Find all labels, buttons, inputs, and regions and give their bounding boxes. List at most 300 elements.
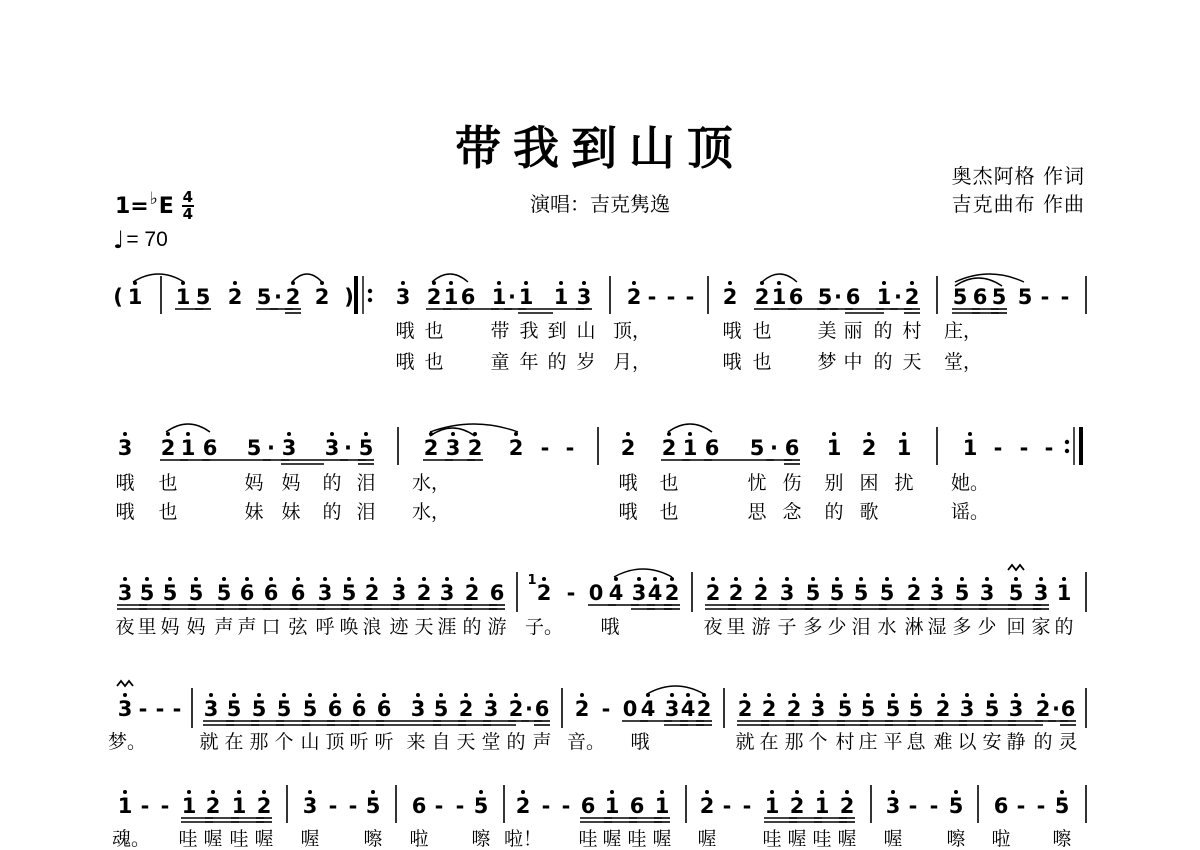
note-numeral: 2 [1035, 697, 1051, 721]
note-numeral: 2 [786, 697, 802, 721]
octave-dot-high [497, 281, 501, 285]
octave-dot-high [954, 790, 958, 794]
lyric-syllable: 水， [411, 501, 451, 523]
lyric-syllable: 的 [322, 501, 342, 523]
time-denominator: 4 [182, 205, 194, 223]
note-numeral: 4 [647, 581, 663, 605]
lyric-syllable: 忧 [747, 472, 767, 494]
note-numeral: 2 [906, 581, 922, 605]
note-numeral: 3 [631, 581, 647, 605]
dash-mark: - [647, 285, 657, 309]
lyric-syllable: 梦 [817, 351, 837, 373]
mordent-icon [117, 681, 133, 686]
octave-dot-high [123, 790, 127, 794]
lyric-syllable: 哦 [618, 501, 638, 523]
note-numeral: 6 [784, 436, 800, 460]
dotted-note-mark: · [508, 285, 516, 309]
note-numeral: 2 [696, 697, 712, 721]
lyric-syllable: 哦 [618, 472, 638, 494]
note-numeral: 1 [654, 794, 670, 818]
dash-mark: - [1040, 285, 1050, 309]
dash-mark: - [601, 697, 611, 721]
octave-dot-high [123, 577, 127, 581]
lyric-syllable: 息 [906, 731, 926, 753]
note-numeral: 5 [256, 285, 272, 309]
note-numeral: 5 [908, 697, 924, 721]
octave-dot-high [269, 577, 273, 581]
note-numeral: 5 [805, 581, 821, 605]
octave-dot-high [449, 281, 453, 285]
note-numeral: 1 [876, 285, 892, 309]
lyric-syllable: 平 [883, 731, 903, 753]
octave-dot-high [626, 432, 630, 436]
flat-icon: ♭ [149, 189, 158, 209]
note-numeral: 2 [789, 794, 805, 818]
octave-dot-high [524, 281, 528, 285]
octave-dot-high [168, 577, 172, 581]
note-numeral: 2 [256, 794, 272, 818]
lyric-syllable: 思 [747, 501, 767, 523]
note-numeral: 2 [364, 581, 380, 605]
lyric-syllable: 就 [199, 731, 219, 753]
note-numeral: 5 [433, 697, 449, 721]
lyric-syllable: 口 [261, 616, 281, 638]
lyricist-credit: 奥杰阿格 作词 [951, 164, 1085, 188]
note-numeral: 5 [216, 581, 232, 605]
note-numeral: 5 [829, 581, 845, 605]
octave-dot-high [166, 432, 170, 436]
lyric-syllable: 也 [659, 472, 679, 494]
note-numeral: 4 [640, 697, 656, 721]
lyric-syllable: 喔 [837, 828, 857, 850]
lyric-syllable: 淋 [904, 616, 924, 638]
dash-mark: - [1036, 794, 1046, 818]
lyric-syllable: 嚓 [946, 828, 966, 850]
octave-dot-high [767, 693, 771, 697]
lyric-syllable: 泪 [356, 472, 376, 494]
note-numeral: 2 [426, 285, 442, 309]
lyric-syllable: 喔 [652, 828, 672, 850]
note-numeral: 5 [226, 697, 242, 721]
lyric-syllable: 顶 [325, 731, 345, 753]
octave-dot-high [637, 577, 641, 581]
octave-dot-high [614, 577, 618, 581]
parenthesis: ( [113, 285, 123, 309]
lyric-syllable: 水 [877, 616, 897, 638]
lyric-syllable: 伤 [782, 472, 802, 494]
octave-dot-high [559, 281, 563, 285]
lyric-syllable: 自 [431, 731, 451, 753]
note-numeral: 5 [885, 697, 901, 721]
slur-arc [166, 424, 210, 432]
octave-dot-high [891, 790, 895, 794]
octave-dot-high [743, 693, 747, 697]
octave-dot-high [323, 577, 327, 581]
octave-dot-high [759, 577, 763, 581]
dash-mark: - [666, 285, 676, 309]
repeat-dot [368, 298, 372, 302]
octave-dot-high [308, 790, 312, 794]
octave-dot-high [364, 432, 368, 436]
note-numeral: 3 [483, 697, 499, 721]
octave-dot-high [397, 577, 401, 581]
note-numeral: 2 [205, 794, 221, 818]
lyric-syllable: 哇 [178, 828, 198, 850]
note-numeral: 1 [771, 285, 787, 309]
lyric-syllable: 的 [322, 472, 342, 494]
octave-dot-high [187, 790, 191, 794]
note-numeral: 3 [779, 581, 795, 605]
note-numeral: 3 [959, 697, 975, 721]
note-numeral: 5 [1008, 581, 1024, 605]
note-numeral: 2 [620, 436, 636, 460]
note-numeral: 5 [473, 794, 489, 818]
dash-mark: - [434, 794, 444, 818]
note-numeral: 2 [705, 581, 721, 605]
lyric-syllable: 嚓 [471, 828, 491, 850]
lyric-syllable: 回 [1006, 616, 1026, 638]
octave-dot-high [445, 577, 449, 581]
lyric-syllable: 天 [902, 351, 922, 373]
slur-arc [668, 424, 712, 432]
lyric-syllable: 的 [462, 616, 482, 638]
octave-dot-high [296, 577, 300, 581]
dash-mark: - [172, 697, 182, 721]
lyric-syllable: 喔 [787, 828, 807, 850]
lyric-syllable: 困 [859, 472, 879, 494]
song-title: 带我到山顶 [455, 121, 745, 175]
lyric-syllable: 那 [784, 731, 804, 753]
dash-mark: - [138, 697, 148, 721]
octave-dot-high [914, 693, 918, 697]
lyric-syllable: 子。 [524, 616, 564, 638]
lyric-syllable: 迹 [389, 616, 409, 638]
note-numeral: 6 [845, 285, 861, 309]
lyric-syllable: 啦！ [503, 828, 543, 850]
note-numeral: 2 [227, 285, 243, 309]
lyric-syllable: 个 [274, 731, 294, 753]
dash-mark: - [140, 794, 150, 818]
lyric-syllable: 弦 [288, 616, 308, 638]
octave-dot-high [835, 577, 839, 581]
lyric-syllable: 夜 [115, 616, 135, 638]
octave-dot-high [935, 577, 939, 581]
octave-dot-high [653, 577, 657, 581]
note-numeral: 6 [351, 697, 367, 721]
lyric-syllable: 丽 [843, 320, 863, 342]
lyric-syllable: 庄， [943, 320, 983, 342]
dotted-note-mark: · [1052, 697, 1060, 721]
lyric-syllable: 村 [902, 320, 922, 342]
dash-mark: - [1044, 436, 1054, 460]
dotted-note-mark: · [834, 285, 842, 309]
octave-dot-high [843, 693, 847, 697]
note-numeral: 6 [629, 794, 645, 818]
dash-mark: - [993, 436, 1003, 460]
octave-dot-high [194, 577, 198, 581]
lyric-syllable: 个 [808, 731, 828, 753]
octave-dot-high [705, 790, 709, 794]
lyric-syllable: 天 [414, 616, 434, 638]
slur-arc [432, 274, 468, 282]
octave-dot-high [542, 577, 546, 581]
octave-dot-high [123, 432, 127, 436]
note-numeral: 3 [810, 697, 826, 721]
lyric-syllable: 在 [759, 731, 779, 753]
octave-dot-high [1039, 577, 1043, 581]
note-numeral: 2 [664, 581, 680, 605]
octave-dot-high [357, 693, 361, 697]
octave-dot-high [464, 693, 468, 697]
note-numeral: 2 [416, 581, 432, 605]
composer-credit: 吉克曲布 作曲 [951, 192, 1085, 216]
note-numeral: 6 [263, 581, 279, 605]
note-numeral: 1 [231, 794, 247, 818]
dotted-note-mark: · [274, 285, 282, 309]
note-numeral: 5 [365, 794, 381, 818]
note-numeral: 3 [1033, 581, 1049, 605]
note-numeral: 4 [608, 581, 624, 605]
lyric-syllable: 妈 [281, 472, 301, 494]
octave-dot-high [1014, 693, 1018, 697]
lyric-syllable: 她。 [950, 472, 990, 494]
lyric-syllable: 也 [158, 501, 178, 523]
slur-arc [762, 274, 797, 282]
note-numeral: 1 [518, 285, 534, 309]
note-numeral: 2 [464, 581, 480, 605]
note-numeral: 2 [753, 581, 769, 605]
note-numeral: 6 [534, 697, 550, 721]
octave-dot-high [514, 693, 518, 697]
octave-dot-high [233, 281, 237, 285]
note-numeral: 2 [699, 794, 715, 818]
note-numeral: 1 [491, 285, 507, 309]
lyric-syllable: 那 [249, 731, 269, 753]
octave-dot-high [960, 577, 964, 581]
note-numeral: 6 [1060, 697, 1076, 721]
octave-dot-high [910, 281, 914, 285]
octave-dot-high [660, 790, 664, 794]
note-numeral: 1 [604, 794, 620, 818]
octave-dot-high [632, 281, 636, 285]
lyric-syllable: 喔 [602, 828, 622, 850]
note-numeral: 2 [285, 285, 301, 309]
note-numeral: 1 [180, 436, 196, 460]
lyric-syllable: 也 [659, 501, 679, 523]
lyric-syllable: 哦 [722, 351, 742, 373]
lyric-syllable: 啦 [409, 828, 429, 850]
lyric-syllable: 多 [803, 616, 823, 638]
note-numeral: 1 [117, 794, 133, 818]
octave-dot-high [885, 577, 889, 581]
octave-dot-high [514, 432, 518, 436]
octave-dot-high [580, 693, 584, 697]
octave-dot-high [734, 577, 738, 581]
note-numeral: 1 [175, 285, 191, 309]
dash-mark: - [1060, 285, 1070, 309]
note-numeral: 1 [1056, 581, 1072, 605]
note-numeral: 5 [749, 436, 765, 460]
note-numeral: 1 [181, 794, 197, 818]
note-numeral: 2 [737, 697, 753, 721]
note-numeral: 3 [117, 697, 133, 721]
slur-arc [614, 569, 672, 577]
octave-dot-high [811, 577, 815, 581]
lyric-syllable: 难 [933, 731, 953, 753]
note-numeral: 6 [460, 285, 476, 309]
note-numeral: 5 [879, 581, 895, 605]
note-numeral: 3 [439, 581, 455, 605]
lyric-syllable: 天 [456, 731, 476, 753]
lyric-syllable: 哇 [229, 828, 249, 850]
note-numeral: 3 [445, 436, 461, 460]
lyric-syllable: 喔 [697, 828, 717, 850]
lyric-syllable: 带 [490, 320, 510, 342]
slur-arc [133, 274, 184, 282]
lyric-syllable: 来 [406, 731, 426, 753]
dotted-note-mark: · [267, 436, 275, 460]
lyric-syllable: 到 [547, 320, 567, 342]
note-numeral: 1 [553, 285, 569, 309]
lyric-syllable: 哦 [115, 472, 135, 494]
lyric-syllable: 嚓 [363, 828, 383, 850]
lyric-syllable: 静 [1006, 731, 1026, 753]
octave-dot-high [891, 693, 895, 697]
octave-dot-high [479, 790, 483, 794]
note-numeral: 5 [991, 285, 1007, 309]
note-numeral: 5 [188, 581, 204, 605]
lyric-syllable: 童 [490, 351, 510, 373]
lyric-syllable: 顶， [612, 320, 652, 342]
lyric-syllable: 夜 [703, 616, 723, 638]
octave-dot-high [866, 693, 870, 697]
note-numeral: 6 [239, 581, 255, 605]
note-numeral: 3 [979, 581, 995, 605]
octave-dot-high [209, 693, 213, 697]
lyric-syllable: 呼 [315, 616, 335, 638]
lyric-syllable: 哦 [630, 731, 650, 753]
note-numeral: 5 [860, 697, 876, 721]
dash-mark: - [685, 285, 695, 309]
lyric-syllable: 里 [726, 616, 746, 638]
mordent-icon [1008, 565, 1024, 570]
lyric-syllable: 的 [547, 351, 567, 373]
note-numeral: 2 [935, 697, 951, 721]
note-numeral: 6 [972, 285, 988, 309]
note-numeral: 1 [443, 285, 459, 309]
lyric-syllable: 喔 [883, 828, 903, 850]
lyric-syllable: 谣。 [950, 501, 990, 523]
octave-dot-high [382, 693, 386, 697]
note-numeral: 3 [117, 581, 133, 605]
octave-dot-high [1014, 577, 1018, 581]
octave-dot-high [308, 693, 312, 697]
dash-mark: - [348, 794, 358, 818]
lyric-syllable: 山 [300, 731, 320, 753]
note-numeral: 4 [680, 697, 696, 721]
lyric-syllable: 声 [532, 731, 552, 753]
octave-dot-high [287, 432, 291, 436]
octave-dot-high [470, 577, 474, 581]
lyric-syllable: 魂。 [111, 828, 151, 850]
note-numeral: 2 [314, 285, 330, 309]
octave-dot-high [222, 577, 226, 581]
lyric-syllable: 哇 [762, 828, 782, 850]
octave-dot-high [711, 577, 715, 581]
dash-mark: - [455, 794, 465, 818]
lyric-syllable: 啦 [991, 828, 1011, 850]
dash-mark: - [929, 794, 939, 818]
lyric-syllable: 妈 [160, 616, 180, 638]
note-numeral: 2 [661, 436, 677, 460]
slur-arc [430, 424, 518, 432]
octave-dot-high [582, 281, 586, 285]
note-numeral: 5 [302, 697, 318, 721]
note-numeral: 3 [317, 581, 333, 605]
note-numeral: 5 [954, 581, 970, 605]
note-numeral: 1 [814, 794, 830, 818]
lyric-syllable: 也 [424, 351, 444, 373]
octave-dot-high [902, 432, 906, 436]
lyric-syllable: 美 [817, 320, 837, 342]
note-numeral: 3 [576, 285, 592, 309]
dotted-note-mark: · [770, 436, 778, 460]
lyric-syllable: 浪 [362, 616, 382, 638]
lyric-syllable: 少 [827, 616, 847, 638]
dash-mark: - [328, 794, 338, 818]
lyric-syllable: 的 [873, 351, 893, 373]
lyric-syllable: 喔 [254, 828, 274, 850]
note-numeral: 2 [728, 581, 744, 605]
dash-mark: - [1016, 794, 1026, 818]
note-numeral: 1 [962, 436, 978, 460]
lyric-syllable: 念 [782, 501, 802, 523]
note-numeral: 2 [861, 436, 877, 460]
note-numeral: 5 [984, 697, 1000, 721]
octave-dot-high [882, 281, 886, 285]
parenthesis: ) [344, 285, 354, 309]
lyric-syllable: 扰 [894, 472, 914, 494]
lyric-syllable: 妹 [281, 501, 301, 523]
octave-dot-high [795, 790, 799, 794]
note-numeral: 3 [885, 794, 901, 818]
dotted-note-mark: · [525, 697, 533, 721]
note-numeral: 2 [515, 794, 531, 818]
note-numeral: 2 [839, 794, 855, 818]
octave-dot-high [232, 693, 236, 697]
lyric-syllable: 哦 [395, 320, 415, 342]
octave-dot-high [245, 577, 249, 581]
lyric-syllable: 的 [506, 731, 526, 753]
note-numeral: 5 [276, 697, 292, 721]
singer-credit: 演唱：吉克隽逸 [530, 192, 670, 216]
lyric-syllable: 喔 [300, 828, 320, 850]
lyric-syllable: 家 [1031, 616, 1051, 638]
octave-dot-high [990, 693, 994, 697]
octave-dot-high [489, 693, 493, 697]
note-numeral: 2 [467, 436, 483, 460]
note-numeral: 6 [489, 581, 505, 605]
lyric-syllable: 哦 [722, 320, 742, 342]
note-numeral: 5 [341, 581, 357, 605]
lyric-syllable: 梦。 [107, 731, 147, 753]
lyric-syllable: 庄 [858, 731, 878, 753]
octave-dot-high [610, 790, 614, 794]
octave-dot-high [416, 693, 420, 697]
octave-dot-high [370, 577, 374, 581]
tempo-value: = 70 [126, 228, 168, 251]
octave-dot-high [145, 577, 149, 581]
